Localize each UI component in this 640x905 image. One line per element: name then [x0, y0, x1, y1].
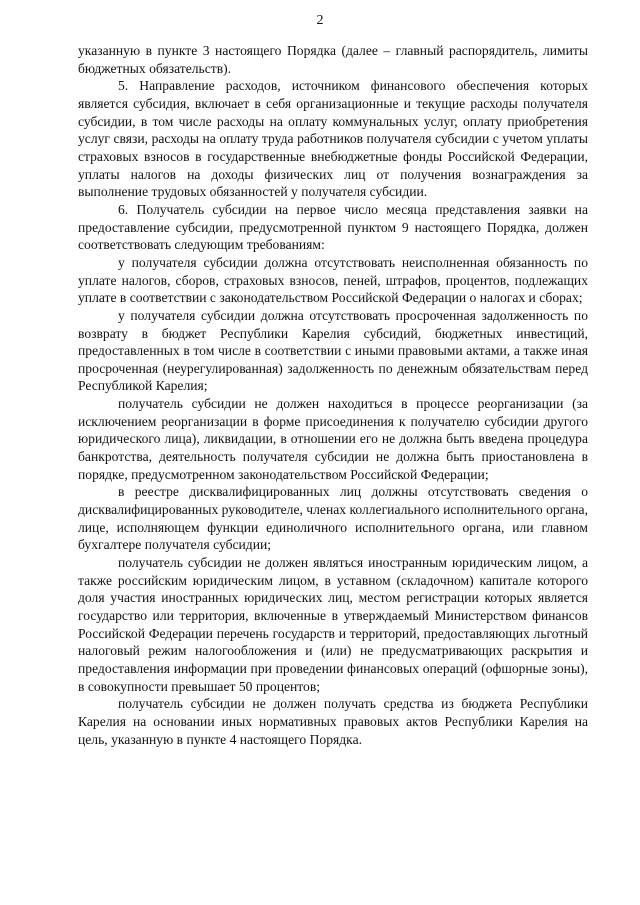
document-body [78, 42, 588, 748]
paragraph-requirement-reorganization: получатель субсидии не должен находиться в процессе реорганизации (за исключением реорганизации в форме присоединения к получателю субсидии другого юридического лица), ликвидации, в отношении его не должна быть введена процедура банкротства, деятельность получателя субсидии не должна быть приостановлена в порядке, предусмотренном законодательством Российской Федерации; [78, 396, 588, 482]
paragraph-requirement-other-funds: получатель субсидии не должен получать средства из бюджета Республики Карелия на основании иных нормативных правовых актов Республики Карелия на цель, указанную в пункте 4 настоящего Порядка. [78, 696, 588, 747]
paragraph-requirement-taxes: у получателя субсидии должна отсутствовать неисполненная обязанность по уплате налогов, сборов, страховых взносов, пеней, штрафов, процентов, подлежащих уплате в соответствии с законодательством Российской Федерации о налогах и сборах; [78, 254, 588, 306]
paragraph-item-6: 6. Получатель субсидии на первое число месяца представления заявки на предоставление субсидии, предусмотренной пунктом 9 настоящего Порядка, должен соответствовать следующим требованиям: [78, 201, 588, 253]
paragraph-item-5: 5. Направление расходов, источником финансового обеспечения которых является субсидия, включает в себя организационные и текущие расходы получателя субсидии, в том числе расходы на оплату коммунальных услуг, оплату приобретения услуг связи, расходы на оплату труда работников получателя субсидии с учетом уплаты страховых взносов в государственные внебюджетные фонды Российской Федерации, уплаты налогов на доходы физических лиц от получения вознаграждения за выполнение трудовых обязанностей у получателя субсидии. [78, 78, 588, 200]
page-number: 2 [316, 13, 324, 28]
paragraph-requirement-debts: у получателя субсидии должна отсутствовать просроченная задолженность по возврату в бюджет Республики Карелия субсидий, бюджетных инвестиций, предоставленных в том числе в соответствии с иными правовыми актами, а также иная просроченная (неурегулированная) задолженность по денежным обязательствам перед Республикой Карелия; [78, 307, 588, 394]
paragraph-continuation: указанную в пункте 3 настоящего Порядка (далее – главный распорядитель, лимиты бюджетных обязательств). [78, 43, 588, 76]
paragraph-requirement-disqualified: в реестре дисквалифицированных лиц должны отсутствовать сведения о дисквалифицированных руководителе, членах коллегиального исполнительного органа, лице, исполняющем функции единоличного исполнительного органа, или главном бухгалтере получателя субсидии; [78, 484, 588, 553]
paragraph-requirement-foreign: получатель субсидии не должен являться иностранным юридическим лицом, а также российским юридическим лицом, в уставном (складочном) капитале которого доля участия иностранных юридических лиц, местом регистрации которых является государство или территория, включенные в утверждаемый Министерством финансов Российской Федерации перечень государств и территорий, предоставляющих льготный налоговый режим налогообложения и (или) не предусматривающих раскрытия и предоставления информации при проведении финансовых операций (офшорные зоны), в совокупности превышает 50 процентов; [78, 555, 588, 694]
